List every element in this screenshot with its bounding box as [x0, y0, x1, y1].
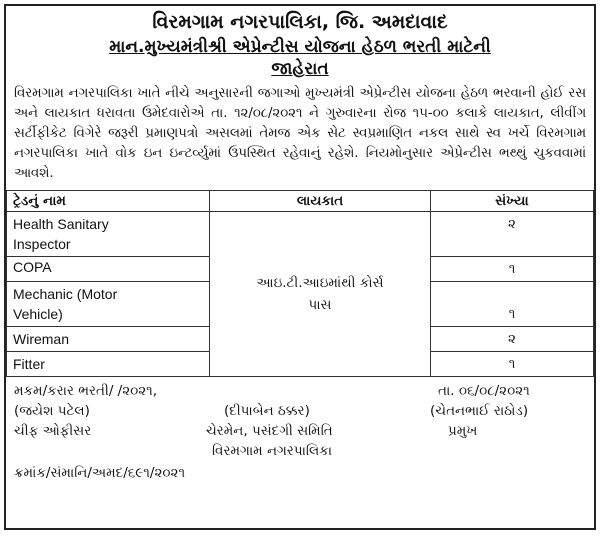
count-cell: ૧	[431, 282, 594, 327]
trade-name-cont: Inspector	[13, 236, 71, 252]
signatory-3-name: (ચેતનભાઈ રાઠોડ)	[430, 403, 529, 419]
trade-name: Health Sanitary	[13, 216, 109, 232]
qualification-cell	[210, 212, 431, 377]
header-qualification: લાયકાત	[210, 191, 431, 212]
footer	[6, 379, 594, 491]
trade-cell	[7, 352, 210, 377]
trade-name: COPA	[13, 259, 52, 275]
trade-name: Mechanic (Motor	[13, 286, 118, 302]
table-row	[7, 212, 594, 257]
trade-cell	[7, 212, 210, 257]
advertisement-body: વિરમગામ નગરપાલિકા ખાતે નીચે અનુસારની જગાઓ મુખ્યમંત્રી એપ્રેન્ટીસ યોજના હેઠળ ભરવાની હોઈ રસ અને લાયકાત ધરાવતા ઉમેદવારોએ તા. ૧૨/૦૮/૨૦૨૧ ને ગુરુવારના રોજ ૧૫-૦૦ કલાકે લાયકાત, લીવીંગ સર્ટીફીકેટ વિગેરે જરૂરી પ્રમાણપત્રો અસલમાં તેમજ એક સેટ સ્વપ્રમાણિત નકલ સાથે સ્વ ખર્ચે વિરમગામ નગરપાલિકા ખાતે વોક ઇન ઇન્ટર્વ્યુમાં ઉપસ્થિત રહેવાનું રહેશે. નિયમોનુસાર એપ્રેન્ટીસ ભથ્થું ચુકવવામાં આવશે.	[14, 86, 586, 181]
trade-cell	[7, 327, 210, 352]
page-subtitle-line2: જાહેરાત	[271, 59, 329, 79]
reference-number: ક્રમાંક/સંમાનિ/અમદ/૬૯૧/૨૦૨૧	[14, 465, 186, 481]
trade-name-cont: Vehicle)	[13, 306, 63, 322]
table-header-row	[7, 191, 594, 212]
advertisement-page	[4, 4, 596, 530]
notice-date: તા. ૦૬/૦૮/૨૦૨૧	[438, 383, 530, 399]
trade-cell	[7, 257, 210, 282]
signatory-2-name: (દીપાબેન ઠક્કર)	[224, 403, 310, 419]
signatory-1-name: (જયેશ પટેલ)	[14, 403, 90, 419]
page-subtitle: માન.મુખ્યમંત્રીશ્રી એપ્રેન્ટીસ યોજના હેઠળ ભરતી માટેની	[109, 37, 491, 57]
count-cell: ૨	[431, 212, 594, 257]
trade-cell	[7, 282, 210, 327]
signatory-2-org: વિરમગામ નગરપાલિકા	[212, 443, 333, 459]
header-trade-name: ટ્રેડનું નામ	[7, 191, 210, 212]
signatory-3-title: પ્રમુખ	[448, 423, 478, 439]
count-cell: ૨	[431, 327, 594, 352]
page-title: વિરમગામ નગરપાલિકા, જિ. અમદાવાદ	[152, 11, 448, 33]
qualification-line2: પાસ	[308, 297, 332, 313]
count-cell: ૧	[431, 257, 594, 282]
trade-name: Wireman	[13, 331, 70, 347]
signatory-2-title: ચેરમેન, પસંદગી સમિતિ	[206, 423, 333, 439]
trades-table	[6, 190, 594, 377]
signatory-1-title: ચીફ ઓફીસર	[14, 423, 92, 439]
trade-name: Fitter	[13, 356, 45, 372]
count-cell: ૧	[431, 352, 594, 377]
header-count: સંખ્યા	[431, 191, 594, 212]
reference-left: મકમ/કરાર ભરતી/ /૨૦૨૧,	[14, 383, 158, 399]
qualification-line1: આઇ.ટી.આઇમાંથી કોર્સ	[256, 275, 384, 291]
